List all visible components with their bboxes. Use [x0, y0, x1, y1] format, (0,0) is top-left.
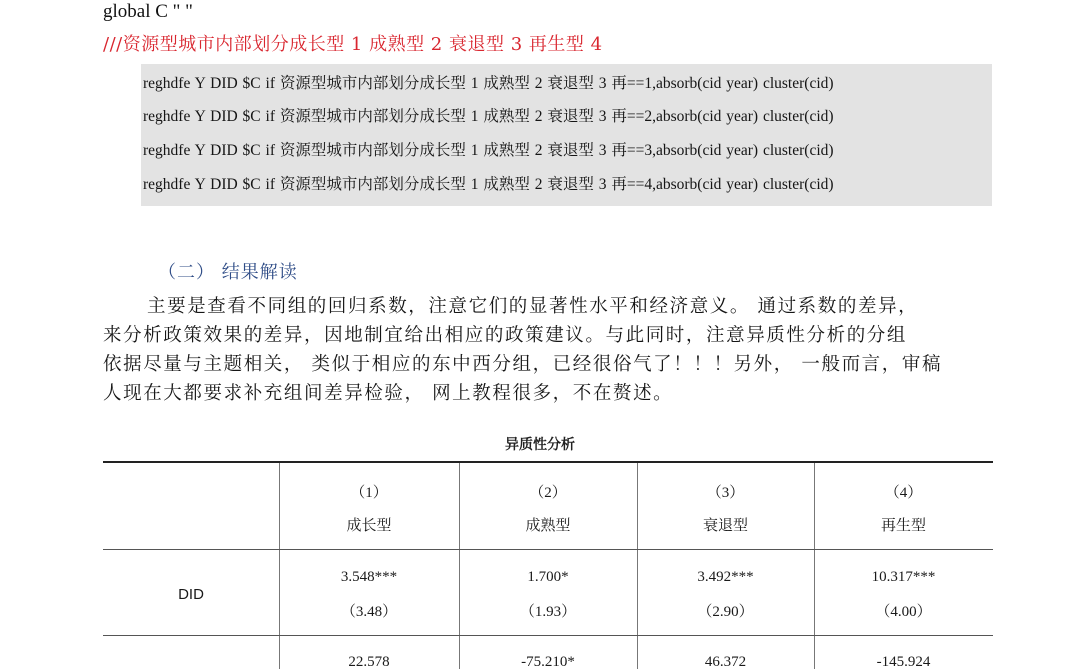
code-line-2: reghdfe Y DID $C if 资源型城市内部划分成长型 1 成熟型 2 衰退型 3 再==2,absorb(cid year) cluster(cid) — [143, 108, 834, 125]
row-rule — [103, 635, 993, 636]
code-line-1: reghdfe Y DID $C if 资源型城市内部划分成长型 1 成熟型 2 衰退型 3 再==1,absorb(cid year) cluster(cid) — [143, 75, 834, 92]
paragraph-line-4: 人现在大都要求补充组间差异检验， 网上教程很多，不在赘述。 — [103, 383, 674, 404]
paragraph-line-3: 依据尽量与主题相关， 类似于相应的东中西分组，已经很俗气了！！！另外， 一般而言，审稿 — [103, 354, 943, 375]
code-comment: ///资源型城市内部划分成长型 1 成熟型 2 衰退型 3 再生型 4 — [103, 34, 603, 55]
column-header: 成熟型 — [525, 516, 571, 534]
t-stat-cell: （4.00） — [875, 604, 932, 620]
header-rule — [103, 549, 993, 550]
column-number: （2） — [529, 485, 567, 501]
t-stat-cell: （3.48） — [340, 604, 398, 620]
code-line-3: reghdfe Y DID $C if 资源型城市内部划分成长型 1 成熟型 2 衰退型 3 再==3,absorb(cid year) cluster(cid) — [143, 142, 834, 159]
coefficient-cell: 1.700* — [527, 569, 569, 585]
t-stat-cell: （2.90） — [697, 604, 754, 620]
column-header: 再生型 — [880, 516, 926, 534]
column-number: （4） — [884, 485, 923, 501]
code-block — [141, 64, 992, 206]
global-line: global C " " — [103, 1, 193, 22]
results-table — [103, 461, 993, 669]
coefficient-cell: 3.492*** — [697, 569, 754, 585]
code-line-4: reghdfe Y DID $C if 资源型城市内部划分成长型 1 成熟型 2 衰退型 3 再==4,absorb(cid year) cluster(cid) — [143, 176, 834, 193]
section-heading: （二） 结果解读 — [158, 262, 298, 283]
column-number: （3） — [706, 485, 745, 501]
coefficient-cell: 46.372 — [704, 654, 747, 669]
paragraph-line-1: 主要是查看不同组的回归系数，注意它们的显著性水平和经济意义。 通过系数的差异， — [147, 296, 919, 317]
coefficient-cell: -75.210* — [521, 654, 575, 669]
t-stat-cell: （1.93） — [519, 604, 577, 620]
table-caption: 异质性分析 — [505, 437, 575, 453]
coefficient-cell: -145.924 — [876, 654, 931, 669]
coefficient-cell: 3.548*** — [340, 569, 398, 585]
column-number: （1） — [350, 485, 388, 501]
coefficient-cell: 22.578 — [348, 654, 390, 669]
paragraph-line-2: 来分析政策效果的差异，因地制宜给出相应的政策建议。与此同时，注意异质性分析的分组 — [103, 325, 908, 346]
body-paragraph — [103, 292, 995, 408]
column-header: 成长型 — [346, 516, 392, 534]
column-header: 衰退型 — [702, 516, 748, 534]
coefficient-cell: 10.317*** — [871, 569, 936, 585]
row-label-did: DID — [178, 586, 204, 603]
